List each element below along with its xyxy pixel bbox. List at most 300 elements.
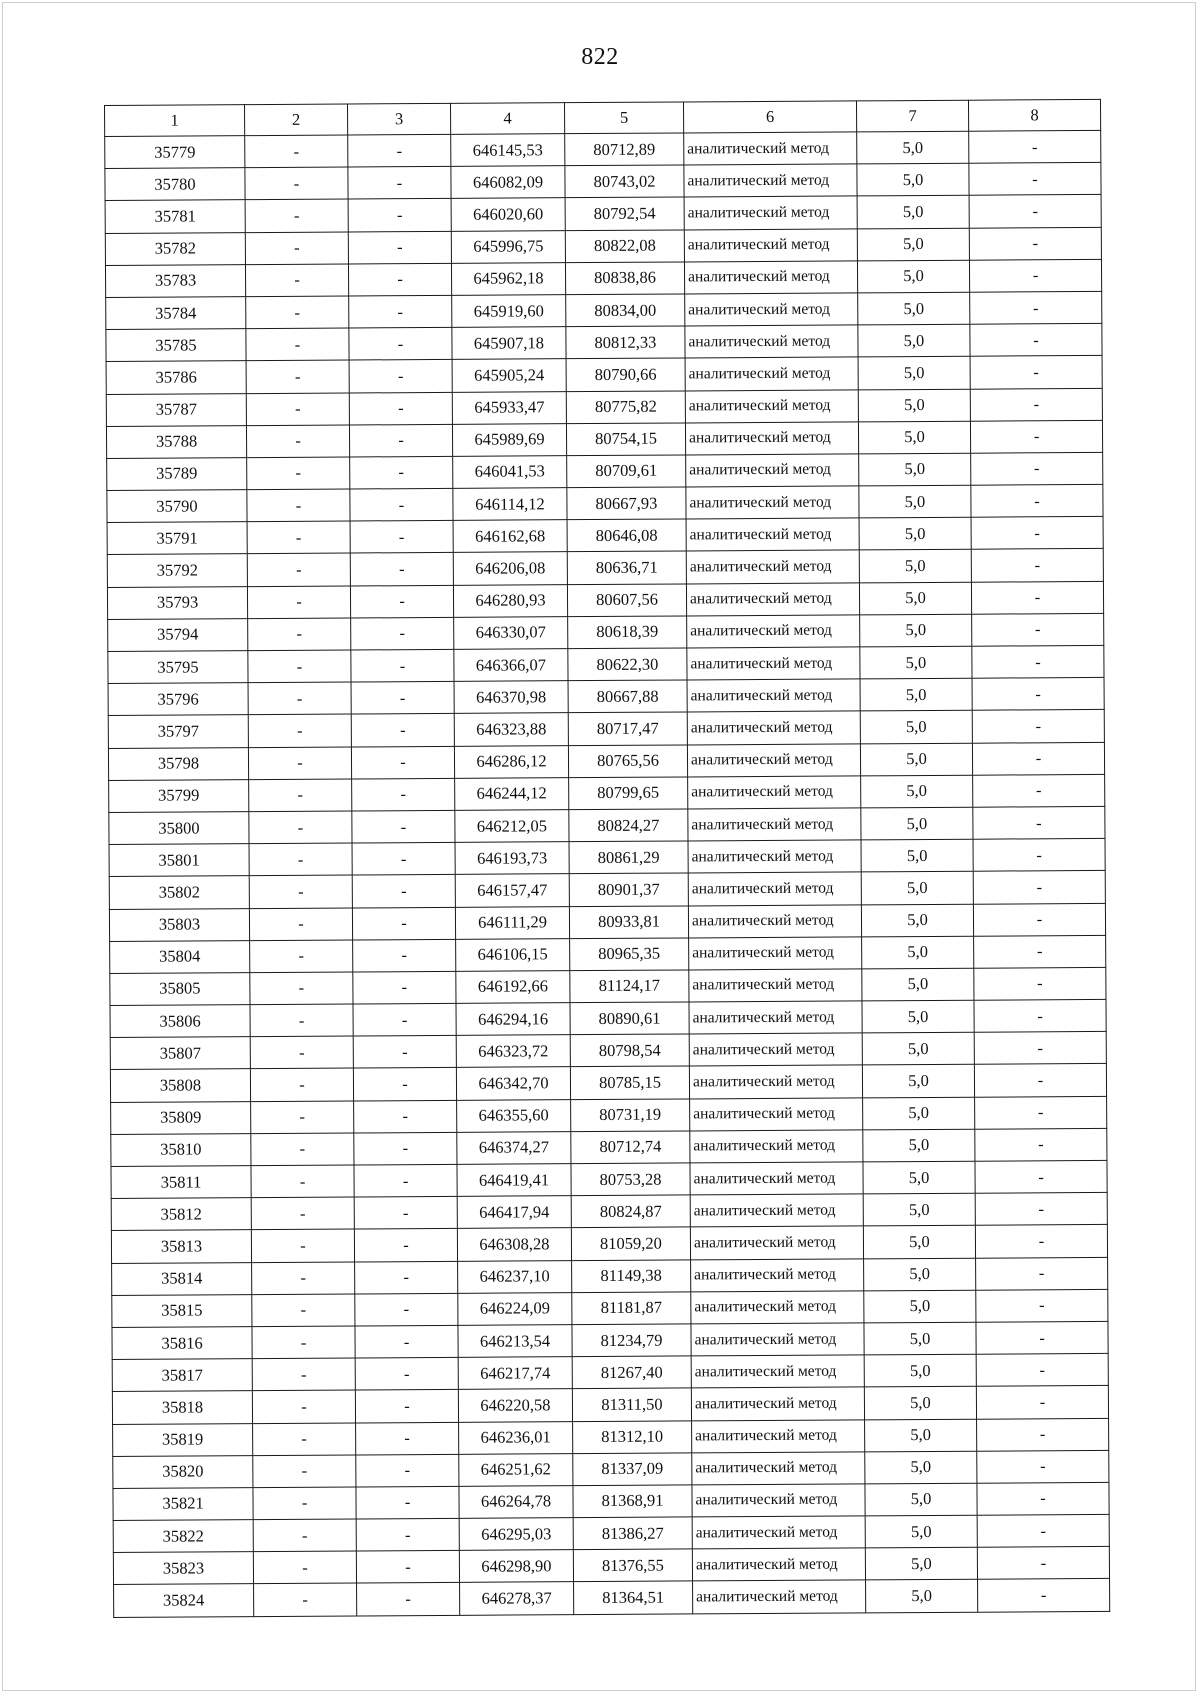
point-number-cell: 35824 — [114, 1584, 254, 1617]
col-8-cell: - — [975, 1193, 1107, 1226]
x-coordinate-cell: 646162,68 — [453, 520, 567, 553]
y-coordinate-cell: 80646,08 — [567, 519, 686, 552]
method-cell: аналитический метод — [684, 196, 857, 229]
x-coordinate-cell: 645996,75 — [451, 230, 565, 263]
x-coordinate-cell: 646213,54 — [458, 1325, 572, 1358]
accuracy-cell: 5,0 — [861, 839, 973, 872]
accuracy-cell: 5,0 — [857, 131, 969, 164]
x-coordinate-cell: 646342,70 — [456, 1067, 570, 1100]
accuracy-cell: 5,0 — [860, 614, 972, 647]
col-2-cell: - — [248, 682, 351, 715]
col-3-cell: - — [355, 1357, 458, 1390]
point-number-cell: 35782 — [105, 232, 245, 265]
accuracy-cell: 5,0 — [858, 324, 970, 357]
x-coordinate-cell: 646212,05 — [455, 810, 569, 843]
method-cell: аналитический метод — [685, 422, 858, 455]
y-coordinate-cell: 80824,27 — [569, 809, 688, 842]
method-cell: аналитический метод — [685, 293, 858, 326]
accuracy-cell: 5,0 — [862, 968, 974, 1001]
x-coordinate-cell: 646264,78 — [459, 1486, 573, 1519]
col-2-cell: - — [248, 618, 351, 651]
point-number-cell: 35819 — [113, 1423, 253, 1456]
col-2-cell: - — [245, 199, 348, 232]
accuracy-cell: 5,0 — [862, 1000, 974, 1033]
x-coordinate-cell: 645933,47 — [452, 391, 566, 424]
x-coordinate-cell: 646041,53 — [453, 456, 567, 489]
col-8-cell: - — [970, 324, 1102, 357]
x-coordinate-cell: 646220,58 — [458, 1389, 572, 1422]
col-2-cell: - — [249, 811, 352, 844]
y-coordinate-cell: 81376,55 — [573, 1549, 692, 1582]
col-3-cell: - — [355, 1261, 458, 1294]
x-coordinate-cell: 646237,10 — [458, 1260, 572, 1293]
method-cell: аналитический метод — [692, 1419, 865, 1452]
col-8-cell: - — [975, 1128, 1107, 1161]
accuracy-cell: 5,0 — [865, 1451, 977, 1484]
accuracy-cell: 5,0 — [862, 936, 974, 969]
method-cell: аналитический метод — [686, 550, 859, 583]
y-coordinate-cell: 80667,93 — [567, 487, 686, 520]
col-3-cell: - — [349, 360, 452, 393]
point-number-cell: 35793 — [107, 586, 247, 619]
accuracy-cell: 5,0 — [857, 163, 969, 196]
y-coordinate-cell: 81312,10 — [573, 1420, 692, 1453]
y-coordinate-cell: 80822,08 — [565, 230, 684, 263]
col-2-cell: - — [249, 843, 352, 876]
col-2-cell: - — [250, 972, 353, 1005]
point-number-cell: 35809 — [111, 1101, 251, 1134]
y-coordinate-cell: 81337,09 — [573, 1453, 692, 1486]
accuracy-cell: 5,0 — [863, 1129, 975, 1162]
x-coordinate-cell: 646419,41 — [457, 1164, 571, 1197]
accuracy-cell: 5,0 — [859, 485, 971, 518]
point-number-cell: 35799 — [109, 779, 249, 812]
y-coordinate-cell: 81368,91 — [573, 1485, 692, 1518]
col-3-cell: - — [350, 456, 453, 489]
x-coordinate-cell: 645919,60 — [452, 295, 566, 328]
method-cell: аналитический метод — [690, 1194, 863, 1227]
column-header-7: 7 — [856, 100, 968, 132]
accuracy-cell: 5,0 — [864, 1387, 976, 1420]
method-cell: аналитический метод — [690, 1098, 863, 1131]
col-2-cell: - — [254, 1583, 357, 1616]
method-cell: аналитический метод — [687, 679, 860, 712]
y-coordinate-cell: 81234,79 — [572, 1324, 691, 1357]
col-8-cell: - — [975, 1225, 1107, 1258]
point-number-cell: 35791 — [107, 522, 247, 555]
point-number-cell: 35789 — [107, 458, 247, 491]
x-coordinate-cell: 646157,47 — [455, 874, 569, 907]
col-2-cell: - — [253, 1551, 356, 1584]
x-coordinate-cell: 646193,73 — [455, 842, 569, 875]
method-cell: аналитический метод — [687, 647, 860, 680]
method-cell: аналитический метод — [690, 1226, 863, 1259]
accuracy-cell: 5,0 — [864, 1258, 976, 1291]
method-cell: аналитический метод — [685, 357, 858, 390]
col-2-cell: - — [251, 1101, 354, 1134]
y-coordinate-cell: 81364,51 — [574, 1581, 693, 1614]
method-cell: аналитический метод — [688, 808, 861, 841]
method-cell: аналитический метод — [688, 904, 861, 937]
col-3-cell: - — [355, 1390, 458, 1423]
point-number-cell: 35821 — [113, 1487, 253, 1520]
column-header-5: 5 — [564, 102, 683, 134]
x-coordinate-cell: 645905,24 — [452, 359, 566, 392]
x-coordinate-cell: 646192,66 — [456, 971, 570, 1004]
col-8-cell: - — [971, 549, 1103, 582]
method-cell: аналитический метод — [685, 325, 858, 358]
accuracy-cell: 5,0 — [865, 1515, 977, 1548]
point-number-cell: 35816 — [112, 1327, 252, 1360]
col-2-cell: - — [250, 1004, 353, 1037]
method-cell: аналитический метод — [691, 1387, 864, 1420]
y-coordinate-cell: 80792,54 — [565, 197, 684, 230]
accuracy-cell: 5,0 — [857, 260, 969, 293]
col-8-cell: - — [971, 452, 1103, 485]
y-coordinate-cell: 80712,74 — [571, 1131, 690, 1164]
method-cell: аналитический метод — [692, 1548, 865, 1581]
col-8-cell: - — [971, 581, 1103, 614]
col-3-cell: - — [349, 392, 452, 425]
x-coordinate-cell: 646106,15 — [456, 938, 570, 971]
accuracy-cell: 5,0 — [862, 1032, 974, 1065]
method-cell: аналитический метод — [692, 1516, 865, 1549]
col-8-cell: - — [977, 1450, 1109, 1483]
col-3-cell: - — [354, 1197, 457, 1230]
y-coordinate-cell: 81267,40 — [572, 1356, 691, 1389]
y-coordinate-cell: 80743,02 — [565, 165, 684, 198]
col-3-cell: - — [349, 328, 452, 361]
y-coordinate-cell: 80753,28 — [571, 1163, 690, 1196]
point-number-cell: 35780 — [105, 168, 245, 201]
col-8-cell: - — [975, 1160, 1107, 1193]
x-coordinate-cell: 646082,09 — [451, 166, 565, 199]
point-number-cell: 35800 — [109, 812, 249, 845]
x-coordinate-cell: 646280,93 — [453, 584, 567, 617]
col-8-cell: - — [974, 967, 1106, 1000]
method-cell: аналитический метод — [692, 1452, 865, 1485]
point-number-cell: 35785 — [106, 329, 246, 362]
method-cell: аналитический метод — [684, 261, 857, 294]
col-3-cell: - — [357, 1583, 460, 1616]
method-cell: аналитический метод — [687, 743, 860, 776]
col-8-cell: - — [973, 839, 1105, 872]
y-coordinate-cell: 80824,87 — [571, 1195, 690, 1228]
col-3-cell: - — [348, 167, 451, 200]
col-2-cell: - — [249, 779, 352, 812]
col-8-cell: - — [970, 420, 1102, 453]
accuracy-cell: 5,0 — [862, 1065, 974, 1098]
y-coordinate-cell: 80712,89 — [565, 133, 684, 166]
col-2-cell: - — [245, 232, 348, 265]
col-8-cell: - — [974, 1032, 1106, 1065]
accuracy-cell: 5,0 — [861, 807, 973, 840]
col-8-cell: - — [976, 1257, 1108, 1290]
accuracy-cell: 5,0 — [864, 1322, 976, 1355]
col-8-cell: - — [976, 1289, 1108, 1322]
col-2-cell: - — [251, 1229, 354, 1262]
col-2-cell: - — [250, 1036, 353, 1069]
page-number: 822 — [581, 44, 619, 70]
point-number-cell: 35810 — [111, 1133, 251, 1166]
x-coordinate-cell: 646278,37 — [460, 1582, 574, 1615]
col-3-cell: - — [353, 1003, 456, 1036]
col-8-cell: - — [970, 291, 1102, 324]
y-coordinate-cell: 80834,00 — [566, 294, 685, 327]
accuracy-cell: 5,0 — [857, 196, 969, 229]
y-coordinate-cell: 81311,50 — [572, 1388, 691, 1421]
col-2-cell: - — [245, 264, 348, 297]
y-coordinate-cell: 81386,27 — [573, 1517, 692, 1550]
col-8-cell: - — [974, 935, 1106, 968]
y-coordinate-cell: 81059,20 — [571, 1227, 690, 1260]
col-3-cell: - — [348, 199, 451, 232]
accuracy-cell: 5,0 — [863, 1193, 975, 1226]
accuracy-cell: 5,0 — [861, 904, 973, 937]
x-coordinate-cell: 646286,12 — [454, 745, 568, 778]
x-coordinate-cell: 646374,27 — [457, 1131, 571, 1164]
col-8-cell: - — [973, 774, 1105, 807]
method-cell: аналитический метод — [691, 1323, 864, 1356]
point-number-cell: 35794 — [108, 618, 248, 651]
y-coordinate-cell: 80754,15 — [566, 423, 685, 456]
col-3-cell: - — [356, 1454, 459, 1487]
col-3-cell: - — [348, 263, 451, 296]
x-coordinate-cell: 646417,94 — [457, 1196, 571, 1229]
col-3-cell: - — [354, 1100, 457, 1133]
method-cell: аналитический метод — [690, 1162, 863, 1195]
col-2-cell: - — [248, 747, 351, 780]
col-8-cell: - — [973, 903, 1105, 936]
x-coordinate-cell: 646020,60 — [451, 198, 565, 231]
col-2-cell: - — [249, 875, 352, 908]
method-cell: аналитический метод — [684, 132, 857, 165]
col-8-cell: - — [969, 195, 1101, 228]
col-8-cell: - — [972, 710, 1104, 743]
accuracy-cell: 5,0 — [857, 228, 969, 261]
col-2-cell: - — [247, 489, 350, 522]
x-coordinate-cell: 646217,74 — [458, 1357, 572, 1390]
col-2-cell: - — [246, 328, 349, 361]
column-header-3: 3 — [347, 103, 450, 135]
x-coordinate-cell: 646294,16 — [456, 1003, 570, 1036]
col-2-cell: - — [245, 135, 348, 168]
x-coordinate-cell: 646206,08 — [453, 552, 567, 585]
x-coordinate-cell: 646308,28 — [457, 1228, 571, 1261]
point-number-cell: 35807 — [110, 1037, 250, 1070]
col-8-cell: - — [973, 871, 1105, 904]
coordinates-table-wrapper — [104, 99, 1110, 1618]
col-3-cell: - — [356, 1422, 459, 1455]
point-number-cell: 35805 — [110, 973, 250, 1006]
col-2-cell: - — [252, 1326, 355, 1359]
col-2-cell: - — [252, 1262, 355, 1295]
col-3-cell: - — [352, 907, 455, 940]
x-coordinate-cell: 646366,07 — [454, 649, 568, 682]
x-coordinate-cell: 646251,62 — [459, 1453, 573, 1486]
col-8-cell: - — [972, 742, 1104, 775]
point-number-cell: 35806 — [110, 1005, 250, 1038]
x-coordinate-cell: 646111,29 — [455, 906, 569, 939]
col-8-cell: - — [974, 1064, 1106, 1097]
x-coordinate-cell: 646145,53 — [451, 134, 565, 167]
col-2-cell: - — [253, 1519, 356, 1552]
accuracy-cell: 5,0 — [863, 1161, 975, 1194]
method-cell: аналитический метод — [691, 1258, 864, 1291]
col-3-cell: - — [356, 1551, 459, 1584]
x-coordinate-cell: 646236,01 — [459, 1421, 573, 1454]
accuracy-cell: 5,0 — [860, 646, 972, 679]
method-cell: аналитический метод — [687, 711, 860, 744]
y-coordinate-cell: 80785,15 — [570, 1066, 689, 1099]
accuracy-cell: 5,0 — [864, 1290, 976, 1323]
point-number-cell: 35814 — [112, 1262, 252, 1295]
col-3-cell: - — [349, 295, 452, 328]
accuracy-cell: 5,0 — [859, 517, 971, 550]
accuracy-cell: 5,0 — [861, 775, 973, 808]
x-coordinate-cell: 645907,18 — [452, 327, 566, 360]
method-cell: аналитический метод — [693, 1580, 866, 1613]
x-coordinate-cell: 646295,03 — [459, 1518, 573, 1551]
coordinates-table — [104, 99, 1110, 1618]
col-3-cell: - — [352, 778, 455, 811]
method-cell: аналитический метод — [691, 1291, 864, 1324]
method-cell: аналитический метод — [684, 164, 857, 197]
y-coordinate-cell: 80890,61 — [570, 1002, 689, 1035]
col-8-cell: - — [977, 1547, 1109, 1580]
accuracy-cell: 5,0 — [859, 453, 971, 486]
accuracy-cell: 5,0 — [863, 1097, 975, 1130]
point-number-cell: 35788 — [106, 425, 246, 458]
col-3-cell: - — [351, 682, 454, 715]
col-3-cell: - — [350, 553, 453, 586]
col-3-cell: - — [356, 1486, 459, 1519]
y-coordinate-cell: 81181,87 — [572, 1292, 691, 1325]
col-2-cell: - — [251, 1133, 354, 1166]
col-3-cell: - — [350, 585, 453, 618]
y-coordinate-cell: 80933,81 — [569, 905, 688, 938]
point-number-cell: 35822 — [113, 1520, 253, 1553]
accuracy-cell: 5,0 — [858, 421, 970, 454]
method-cell: аналитический метод — [692, 1484, 865, 1517]
col-8-cell: - — [969, 163, 1101, 196]
col-2-cell: - — [252, 1358, 355, 1391]
col-8-cell: - — [978, 1579, 1110, 1612]
point-number-cell: 35804 — [110, 940, 250, 973]
accuracy-cell: 5,0 — [866, 1580, 978, 1613]
col-2-cell: - — [253, 1422, 356, 1455]
method-cell: аналитический метод — [689, 1033, 862, 1066]
x-coordinate-cell: 646323,72 — [456, 1035, 570, 1068]
col-3-cell: - — [355, 1325, 458, 1358]
column-header-4: 4 — [450, 103, 564, 135]
col-8-cell: - — [977, 1482, 1109, 1515]
y-coordinate-cell: 80798,54 — [570, 1034, 689, 1067]
y-coordinate-cell: 80622,30 — [568, 648, 687, 681]
col-3-cell: - — [355, 1293, 458, 1326]
y-coordinate-cell: 80965,35 — [570, 938, 689, 971]
col-8-cell: - — [972, 645, 1104, 678]
col-8-cell: - — [971, 517, 1103, 550]
col-2-cell: - — [247, 457, 350, 490]
col-3-cell: - — [353, 1036, 456, 1069]
point-number-cell: 35784 — [106, 297, 246, 330]
col-3-cell: - — [351, 746, 454, 779]
y-coordinate-cell: 80636,71 — [567, 551, 686, 584]
col-2-cell: - — [246, 425, 349, 458]
col-3-cell: - — [353, 939, 456, 972]
x-coordinate-cell: 646323,88 — [454, 713, 568, 746]
method-cell: аналитический метод — [686, 583, 859, 616]
method-cell: аналитический метод — [686, 486, 859, 519]
point-number-cell: 35823 — [113, 1552, 253, 1585]
accuracy-cell: 5,0 — [865, 1547, 977, 1580]
method-cell: аналитический метод — [686, 518, 859, 551]
point-number-cell: 35817 — [112, 1359, 252, 1392]
col-2-cell: - — [249, 907, 352, 940]
col-2-cell: - — [245, 167, 348, 200]
accuracy-cell: 5,0 — [858, 389, 970, 422]
point-number-cell: 35813 — [111, 1230, 251, 1263]
y-coordinate-cell: 80709,61 — [567, 455, 686, 488]
y-coordinate-cell: 80838,86 — [565, 262, 684, 295]
col-8-cell: - — [971, 484, 1103, 517]
col-2-cell: - — [247, 586, 350, 619]
method-cell: аналитический метод — [687, 615, 860, 648]
col-3-cell: - — [353, 1068, 456, 1101]
column-header-8: 8 — [968, 99, 1100, 131]
method-cell: аналитический метод — [684, 228, 857, 261]
point-number-cell: 35802 — [109, 876, 249, 909]
col-2-cell: - — [253, 1455, 356, 1488]
y-coordinate-cell: 80861,29 — [569, 841, 688, 874]
col-2-cell: - — [246, 393, 349, 426]
col-3-cell: - — [352, 875, 455, 908]
method-cell: аналитический метод — [685, 389, 858, 422]
col-3-cell: - — [354, 1229, 457, 1262]
col-3-cell: - — [351, 649, 454, 682]
col-2-cell: - — [250, 1068, 353, 1101]
x-coordinate-cell: 646244,12 — [455, 777, 569, 810]
point-number-cell: 35815 — [112, 1294, 252, 1327]
col-8-cell: - — [977, 1418, 1109, 1451]
method-cell: аналитический метод — [688, 840, 861, 873]
col-3-cell: - — [350, 488, 453, 521]
y-coordinate-cell: 80799,65 — [569, 777, 688, 810]
col-8-cell: - — [969, 227, 1101, 260]
col-2-cell: - — [246, 296, 349, 329]
col-2-cell: - — [248, 714, 351, 747]
col-8-cell: - — [974, 999, 1106, 1032]
point-number-cell: 35818 — [112, 1391, 252, 1424]
col-2-cell: - — [252, 1294, 355, 1327]
accuracy-cell: 5,0 — [860, 711, 972, 744]
col-2-cell: - — [247, 553, 350, 586]
accuracy-cell: 5,0 — [859, 550, 971, 583]
x-coordinate-cell: 646114,12 — [453, 488, 567, 521]
point-number-cell: 35801 — [109, 844, 249, 877]
col-2-cell: - — [248, 650, 351, 683]
x-coordinate-cell: 646298,90 — [459, 1550, 573, 1583]
point-number-cell: 35796 — [108, 683, 248, 716]
accuracy-cell: 5,0 — [860, 678, 972, 711]
col-8-cell: - — [969, 259, 1101, 292]
method-cell: аналитический метод — [689, 1065, 862, 1098]
col-3-cell: - — [356, 1518, 459, 1551]
col-2-cell: - — [251, 1165, 354, 1198]
col-8-cell: - — [973, 806, 1105, 839]
col-2-cell: - — [247, 521, 350, 554]
